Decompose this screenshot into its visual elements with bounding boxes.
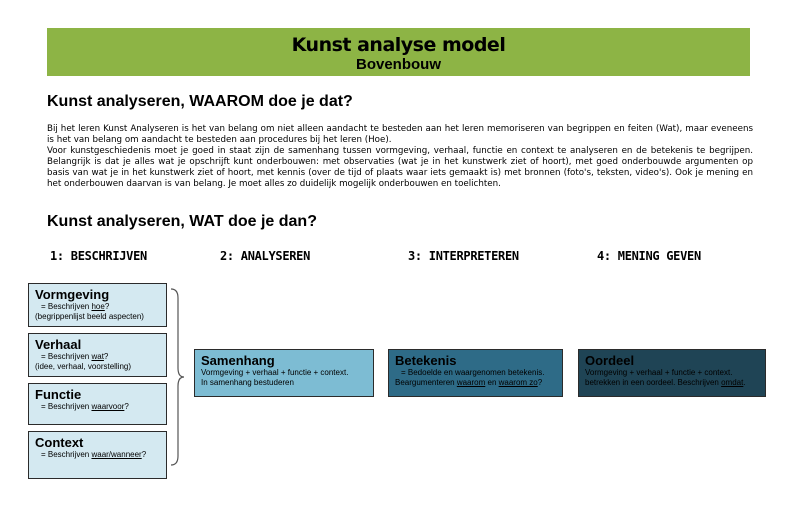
box-line: Vormgeving + verhaal + functie + context. (201, 368, 349, 377)
box-verhaal (28, 333, 167, 377)
box-line: Vormgeving + verhaal + functie + context. (585, 368, 733, 377)
box-line: = Bedoelde en waargenomen betekenis. (401, 368, 545, 377)
page-title: Kunst analyse model (291, 34, 506, 56)
box-title: Vormgeving (35, 287, 110, 302)
curly-brace (169, 288, 185, 466)
box-line: betrekken in een oordeel. Beschrijven omdat. (585, 378, 746, 387)
box-functie (28, 383, 167, 425)
intro-paragraph-2: Voor kunstgeschiedenis moet je goed in staat zijn de samenhang tussen vormgeving, verhaal, functie en context te analyseren en de betekenis te begrijpen. Belangrijk is dat je alles wat je opschrijft kunt onderbouwen: met observaties (wat je in het kunstwerk ziet of hoort), met goed onderbouwde argumenten op basis van wat je in het kunstwerk ziet of hoort, met kennis (over de tijd of plaats waar iets gemaakt is) met bronnen (foto's, teksten, video's). Ook je mening en het onderbouwen daarvan is van belang. Je moet alles zo duidelijk mogelijk onderbouwen en toelichten. (47, 146, 753, 189)
step-opinion-label: 4: MENING GEVEN (597, 249, 701, 263)
box-line: = Beschrijven hoe? (41, 302, 110, 311)
box-line: In samenhang bestuderen (201, 378, 294, 387)
box-context (28, 431, 167, 479)
intro-text (47, 124, 753, 190)
step-analyse-label: 2: ANALYSEREN (220, 249, 311, 263)
box-title: Verhaal (35, 337, 82, 352)
box-line: = Beschrijven wat? (41, 352, 109, 361)
box-vormgeving (28, 283, 167, 327)
intro-paragraph-1: Bij het leren Kunst Analyseren is het van belang om niet alleen aandacht te besteden aan het leren memoriseren van begrippen en feiten (Wat), maar eveneens is het van belang om aandacht te besteden aan procedures bij het leren (Hoe). (47, 124, 753, 145)
title-banner (47, 28, 750, 76)
box-line: (begrippenlijst beeld aspecten) (35, 312, 144, 321)
box-line: = Beschrijven waar/wanneer? (41, 450, 147, 459)
box-title: Samenhang (201, 353, 275, 368)
page-subtitle: Bovenbouw (356, 56, 441, 73)
box-title: Betekenis (395, 353, 457, 368)
step-interpret-label: 3: INTERPRETEREN (408, 249, 519, 263)
box-line: (idee, verhaal, voorstelling) (35, 362, 132, 371)
why-heading: Kunst analyseren, WAAROM doe je dat? (47, 93, 353, 110)
box-betekenis (388, 349, 563, 397)
box-title: Functie (35, 387, 82, 402)
box-line: Beargumenteren waarom en waarom zo? (395, 378, 543, 387)
box-title: Context (35, 435, 84, 450)
box-oordeel (578, 349, 766, 397)
box-samenhang (194, 349, 374, 397)
box-title: Oordeel (585, 353, 635, 368)
what-heading: Kunst analyseren, WAT doe je dan? (47, 213, 317, 230)
step-describe-label: 1: BESCHRIJVEN (50, 249, 147, 263)
box-line: = Beschrijven waarvoor? (41, 402, 129, 411)
